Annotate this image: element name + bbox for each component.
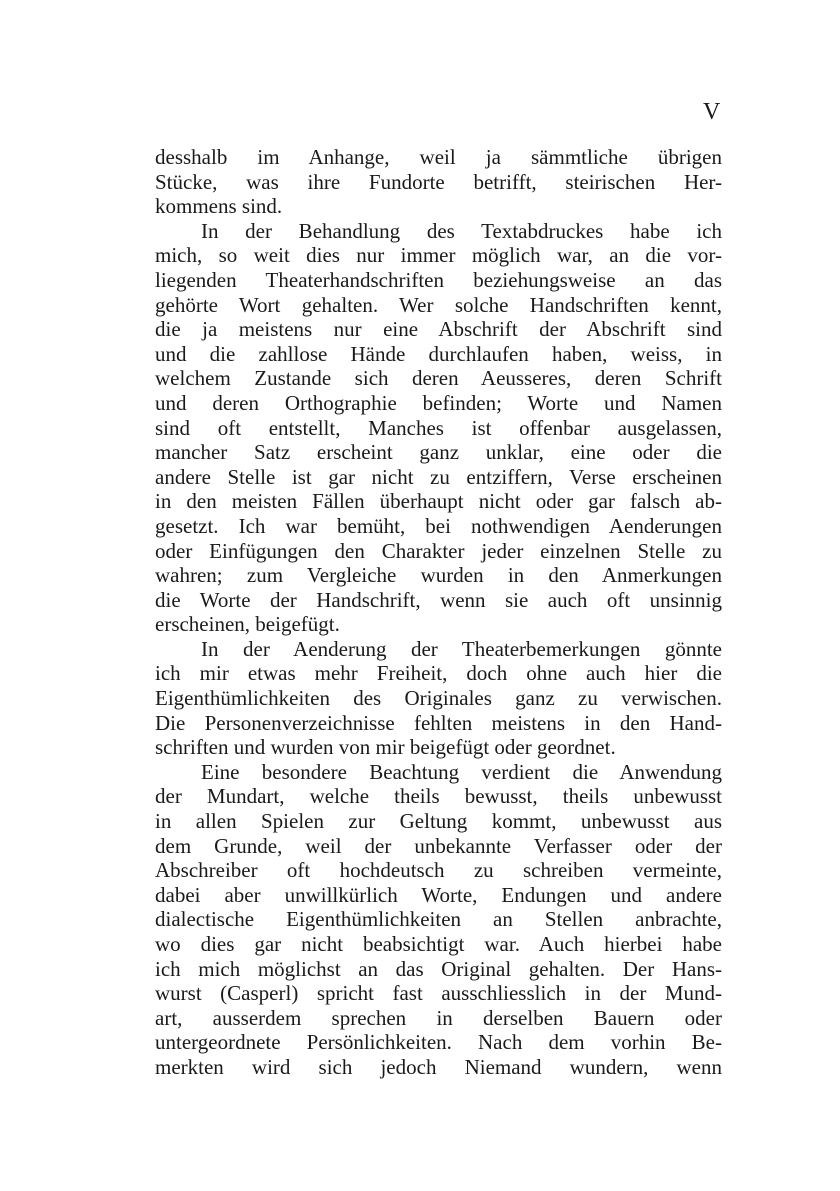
text-line: wo dies gar nicht beabsichtigt war. Auch hierbei habe: [155, 932, 722, 956]
text-line: desshalb im Anhange, weil ja sämmtliche übrigen: [155, 145, 722, 169]
text-line: die Worte der Handschrift, wenn sie auch oft unsinnig: [155, 587, 722, 612]
text-line: ich mir etwas mehr Freiheit, doch ohne auch hier die: [155, 661, 722, 686]
text-line: welchem Zustande sich deren Aeusseres, deren Schrift: [155, 366, 722, 391]
text-line: dabei aber unwillkürlich Worte, Endungen und andere: [155, 882, 722, 907]
page-number: V: [703, 99, 721, 125]
text-line: untergeordnete Persönlichkeiten. Nach dem vorhin Be-: [155, 1030, 722, 1055]
text-line: liegenden Theaterhandschriften beziehungsweise an das: [155, 267, 722, 292]
text-line: Eine besondere Beachtung verdient die Anwendung: [201, 759, 722, 784]
text-line: schriften und wurden von mir beigefügt oder geordnet.: [155, 735, 616, 760]
text-line: In der Aenderung der Theaterbemerkungen gönnte: [201, 636, 722, 661]
text-line: sind oft entstellt, Manches ist offenbar ausgelassen,: [155, 415, 722, 440]
text-line: wahren; zum Vergleiche wurden in den Anmerkungen: [155, 563, 722, 588]
text-line: Stücke, was ihre Fundorte betrifft, steirischen Her-: [155, 169, 722, 194]
text-line: erscheinen, beigefügt.: [155, 612, 340, 637]
text-line: Die Personenverzeichnisse fehlten meistens in den Hand-: [155, 710, 722, 735]
text-line: andere Stelle ist gar nicht zu entziffern, Verse erscheinen: [155, 464, 722, 489]
text-line: Abschreiber oft hochdeutsch zu schreiben vermeinte,: [155, 858, 722, 883]
text-line: ich mich möglichst an das Original gehalten. Der Hans-: [155, 956, 722, 981]
text-line: Eigenthümlichkeiten des Originales ganz zu verwischen.: [155, 686, 722, 711]
text-line: dem Grunde, weil der unbekannte Verfasser oder der: [155, 833, 722, 858]
text-line: mich, so weit dies nur immer möglich war, an die vor-: [155, 243, 722, 268]
text-line: kommens sind.: [155, 194, 283, 219]
text-line: der Mundart, welche theils bewusst, theils unbewusst: [155, 784, 722, 809]
text-line: oder Einfügungen den Charakter jeder einzelnen Stelle zu: [155, 538, 722, 563]
text-line: in den meisten Fällen überhaupt nicht oder gar falsch ab-: [155, 489, 722, 514]
body-text: [155, 145, 722, 1080]
text-line: wurst (Casperl) spricht fast ausschliesslich in der Mund-: [155, 981, 722, 1006]
text-line: In der Behandlung des Textabdruckes habe ich: [201, 218, 722, 243]
text-line: die ja meistens nur eine Abschrift der Abschrift sind: [155, 317, 722, 342]
text-line: mancher Satz erscheint ganz unklar, eine oder die: [155, 440, 722, 465]
text-line: gesetzt. Ich war bemüht, bei nothwendigen Aenderungen: [155, 513, 722, 538]
text-line: und deren Orthographie befinden; Worte und Namen: [155, 390, 722, 415]
text-line: gehörte Wort gehalten. Wer solche Handschriften kennt,: [155, 292, 722, 317]
text-line: merkten wird sich jedoch Niemand wundern, wenn: [155, 1054, 722, 1079]
text-line: art, ausserdem sprechen in derselben Bauern oder: [155, 1005, 722, 1030]
text-line: und die zahllose Hände durchlaufen haben, weiss, in: [155, 341, 722, 366]
text-line: in allen Spielen zur Geltung kommt, unbewusst aus: [155, 809, 722, 834]
text-line: dialectische Eigenthümlichkeiten an Stellen anbrachte,: [155, 907, 722, 932]
